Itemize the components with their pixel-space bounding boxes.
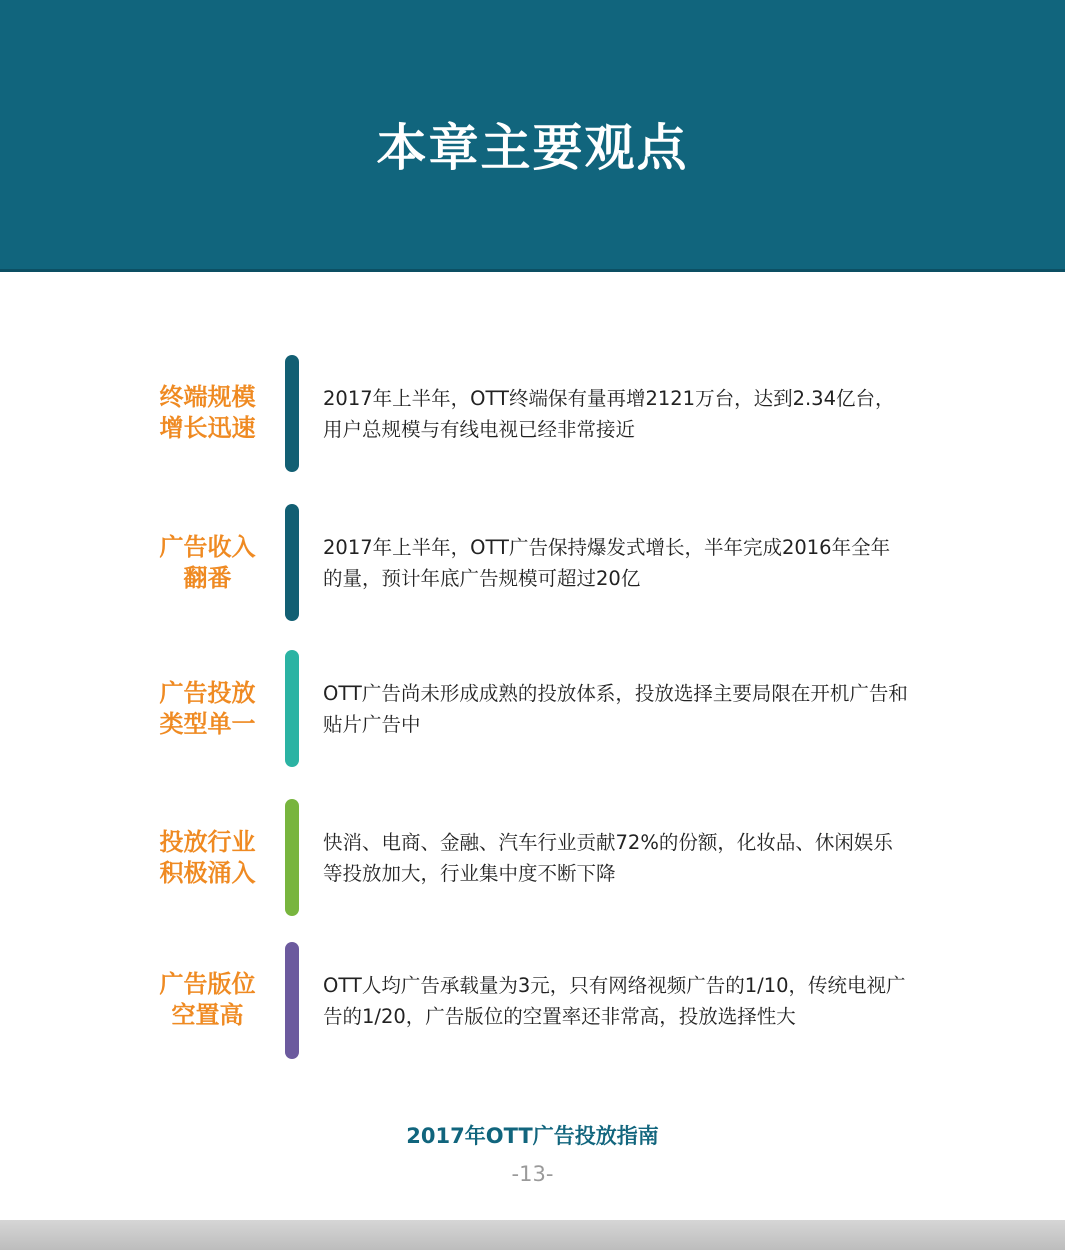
point-label <box>140 678 275 740</box>
point-label-line: 投放行业 <box>159 828 256 856</box>
point-description: OTT人均广告承载量为3元，只有网络视频广告的1/10，传统电视广告的1/20，广告版位的空置率还非常高，投放选择性大 <box>323 974 906 1028</box>
point-label <box>140 969 275 1031</box>
point-divider-bar <box>285 942 299 1059</box>
point-description: OTT广告尚未形成成熟的投放体系，投放选择主要局限在开机广告和贴片广告中 <box>323 682 908 736</box>
point-label-line: 积极涌入 <box>159 859 256 887</box>
page-number: -13- <box>511 1162 554 1186</box>
point-label-line: 类型单一 <box>159 710 256 738</box>
point-label-line: 广告收入 <box>159 533 256 561</box>
point-label <box>140 827 275 889</box>
point-label <box>140 532 275 594</box>
point-divider-bar <box>285 504 299 621</box>
point-label-line: 空置高 <box>171 1001 244 1029</box>
point-description: 2017年上半年，OTT终端保有量再增2121万台，达到2.34亿台，用户总规模与有线电视已经非常接近 <box>323 387 895 441</box>
point-label-line: 广告投放 <box>159 679 256 707</box>
point-label-line: 翻番 <box>183 564 232 592</box>
point-description: 2017年上半年，OTT广告保持爆发式增长，半年完成2016年全年的量，预计年底广告规模可超过20亿 <box>323 536 891 590</box>
point-label <box>140 382 275 444</box>
point-divider-bar <box>285 650 299 767</box>
bottom-strip <box>0 1220 1065 1250</box>
point-label-line: 终端规模 <box>159 383 256 411</box>
footer-title: 2017年OTT广告投放指南 <box>406 1124 659 1148</box>
point-label-line: 增长迅速 <box>159 414 256 442</box>
point-description: 快消、电商、金融、汽车行业贡献72%的份额，化妆品、休闲娱乐等投放加大，行业集中度不断下降 <box>323 831 893 885</box>
page-title: 本章主要观点 <box>376 119 689 177</box>
header-banner <box>0 0 1065 272</box>
point-divider-bar <box>285 799 299 916</box>
point-label-line: 广告版位 <box>159 970 256 998</box>
point-divider-bar <box>285 355 299 472</box>
